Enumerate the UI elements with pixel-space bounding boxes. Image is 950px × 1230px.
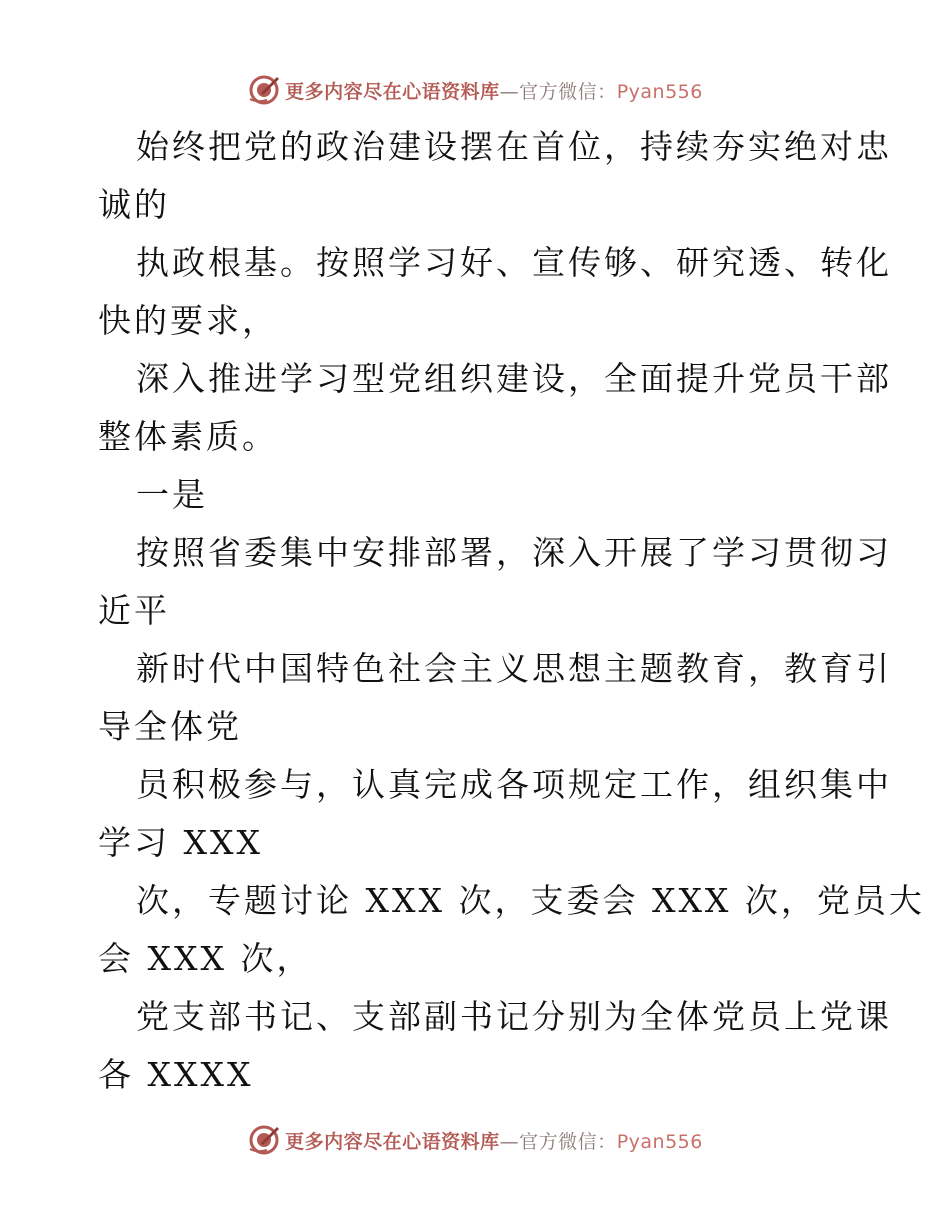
footer-banner-sub: —官方微信： [499,1130,617,1153]
header-banner-text [285,77,703,104]
paragraph [98,350,892,466]
paragraph-line: 执政根基。按照学习好、宣传够、研究透、转化 [136,243,892,282]
footer-banner-main: 更多内容尽在心语资料库 [285,1130,500,1153]
paragraph-line: 党支部书记、支部副书记分别为全体党员上党课 [136,997,892,1036]
paragraph-line: 员积极参与，认真完成各项规定工作，组织集中 [136,765,892,804]
paragraph-line: 近平 [98,591,170,630]
paragraph [98,640,892,756]
paragraph [98,118,892,234]
footer-banner-text [285,1127,703,1154]
paragraph [98,524,892,640]
paragraph-line: 深入推进学习型党组织建设，全面提升党员干部 [136,359,892,398]
paragraph [98,756,892,872]
document-body [98,118,925,1104]
footer-banner [0,1120,950,1160]
paragraph [98,466,858,524]
quill-seal-icon [247,1123,281,1157]
paragraph-line: 各 XXXX [98,1055,254,1094]
header-banner-main: 更多内容尽在心语资料库 [285,80,500,103]
header-banner-id: Pyan556 [616,80,703,103]
header-banner-sub: —官方微信： [499,80,617,103]
paragraph-line: 快的要求， [98,301,278,340]
paragraph-line: 始终把党的政治建设摆在首位，持续夯实绝对忠 [136,127,892,166]
footer-banner-id: Pyan556 [616,1130,703,1153]
quill-seal-icon [247,73,281,107]
paragraph [98,872,925,988]
paragraph-line: 会 XXX 次， [98,939,313,978]
paragraph-line: 新时代中国特色社会主义思想主题教育，教育引 [136,649,892,688]
header-banner [0,70,950,110]
paragraph-line: 一是 [136,475,208,514]
paragraph-line: 次，专题讨论 XXX 次，支委会 XXX 次，党员大 [136,881,925,920]
paragraph-line: 按照省委集中安排部署，深入开展了学习贯彻习 [136,533,892,572]
paragraph [98,988,892,1104]
paragraph-line: 学习 XXX [98,823,263,862]
paragraph [98,234,892,350]
paragraph-line: 整体素质。 [98,417,278,456]
paragraph-line: 诚的 [98,185,170,224]
paragraph-line: 导全体党 [98,707,242,746]
